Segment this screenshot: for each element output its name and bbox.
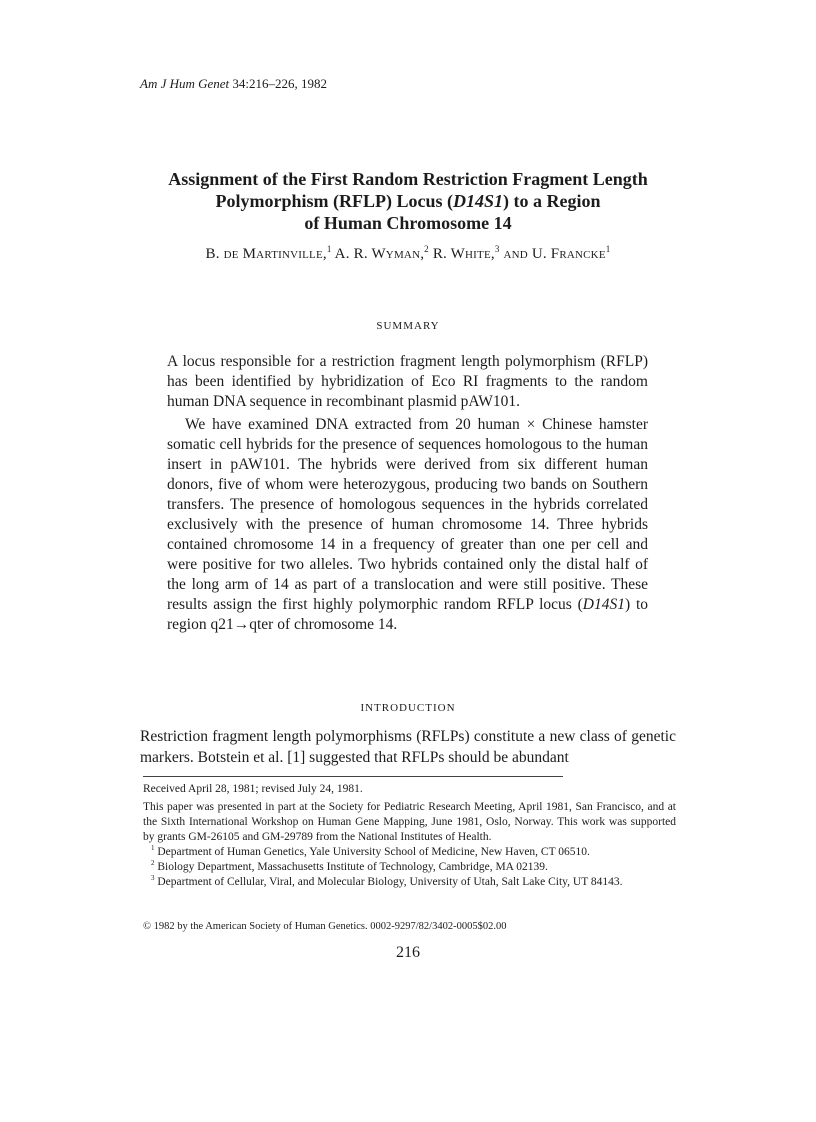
presentation-note: This paper was presented in part at the Society for Pediatric Research Meeting, April 1981, San Francisco, and at the Sixth International Workshop on Human Gene Mapping, June 1981, Oslo, Norway. This work was supported by grants GM-26105 and GM-29789 from the National Institutes of Health.: [143, 801, 676, 843]
summary-paragraph-1: A locus responsible for a restriction fragment length polymorphism (RFLP) has been identified by hybridization of Eco RI fragments to the random human DNA sequence in recombinant plasmid pAW101.: [167, 353, 648, 410]
summary-body: [167, 352, 648, 635]
footnote-divider: [143, 776, 563, 777]
author-list: [120, 246, 696, 263]
journal-name: Am J Hum Genet: [140, 76, 230, 91]
received-dates: Received April 28, 1981; revised July 24, 1981.: [143, 783, 363, 795]
locus-name: D14S1: [452, 191, 503, 211]
page-number: 216: [396, 944, 420, 961]
locus-name: D14S1: [582, 596, 625, 613]
author-affiliation-mark: 1: [326, 244, 332, 254]
title-line-3: of Human Chromosome 14: [304, 213, 512, 233]
author-affiliation-mark: 3: [494, 244, 500, 254]
affiliation-footnote: $^2$ Biology Department, Massachusetts Institute of Technology, Cambridge, MA 02139.: [151, 859, 548, 873]
title-line-1: Assignment of the First Random Restriction Fragment Length: [168, 169, 648, 189]
title-line-2: Polymorphism (RFLP) Locus (D14S1) to a Region: [215, 191, 601, 211]
paper-title: [120, 168, 696, 234]
copyright-notice: © 1982 by the American Society of Human Genetics. 0002-9297/82/3402-0005$02.00: [143, 921, 507, 932]
introduction-text: Restriction fragment length polymorphisms (RFLPs) constitute a new class of genetic markers. Botstein et al. [1] suggested that RFLPs should be abundant: [140, 728, 676, 766]
affiliation-footnote: $^3$ Department of Cellular, Viral, and Molecular Biology, University of Utah, Salt Lake City, UT 84143.: [151, 874, 623, 888]
journal-volume-pages: 34:216–226, 1982: [229, 76, 328, 91]
author-affiliation-mark: 2: [424, 244, 429, 254]
author-name: A. R. Wyman,: [331, 246, 425, 262]
journal-citation: [140, 76, 327, 92]
author-affiliation-mark: 1: [605, 244, 611, 254]
affiliation-footnote: $^1$ Department of Human Genetics, Yale University School of Medicine, New Haven, CT 06510.: [151, 844, 590, 858]
author-name: R. White,: [428, 246, 495, 262]
introduction-heading: INTRODUCTION: [360, 702, 456, 714]
footnotes: [143, 782, 676, 890]
author-name: and U. Francke: [499, 246, 606, 262]
summary-paragraph-2: We have examined DNA extracted from 20 human × Chinese hamster somatic cell hybrids for the presence of sequences homologous to the human insert in pAW101. The hybrids were derived from six different human donors, five of whom were heterozygous, producing two bands on Southern transfers. The presence of homologous sequences in the hybrids correlated exclusively with the presence of human chromosome 14. Three hybrids contained chromosome 14 in a frequency of greater than one per cell and were positive for two alleles. Two hybrids contained only the distal half of the long arm of 14 as part of a translocation and were still positive. These results assign the first highly polymorphic random RFLP locus (D14S1) to region q21→qter of chromosome 14.: [167, 416, 648, 633]
summary-heading: SUMMARY: [376, 320, 440, 332]
author-name: B. de Martinville,: [205, 246, 327, 262]
